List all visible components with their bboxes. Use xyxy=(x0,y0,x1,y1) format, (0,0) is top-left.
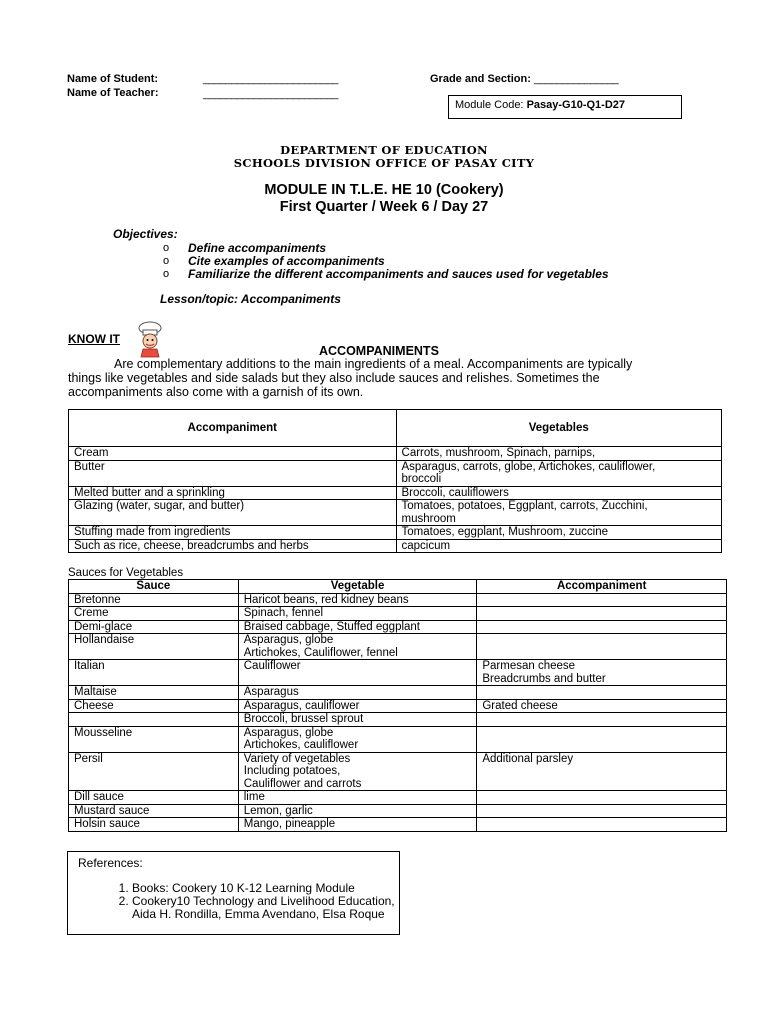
table-cell xyxy=(477,634,727,660)
module-title: MODULE IN T.L.E. HE 10 (Cookery) xyxy=(264,182,504,198)
table-cell: Asparagus xyxy=(238,686,477,700)
definition-line: accompaniments also come with a garnish of its own. xyxy=(68,385,364,399)
table-cell xyxy=(477,593,727,607)
table-cell: Parmesan cheese Breadcrumbs and butter xyxy=(477,660,727,686)
table-cell: Spinach, fennel xyxy=(238,607,477,621)
grade-section-text: Grade and Section: xyxy=(430,73,531,85)
table-row xyxy=(69,713,727,727)
table-cell xyxy=(477,607,727,621)
table-cell: Holsin sauce xyxy=(69,818,239,832)
table-cell: Butter xyxy=(69,460,397,486)
grade-section-blank: _______________ xyxy=(533,73,619,85)
table-cell: Grated cheese xyxy=(477,699,727,713)
table-row xyxy=(69,500,722,526)
student-name-label: Name of Student: xyxy=(67,73,159,85)
table-cell xyxy=(69,713,239,727)
table-cell: Asparagus, globe Artichokes, cauliflower xyxy=(238,726,477,752)
table-cell: Tomatoes, eggplant, Mushroom, zuccine xyxy=(396,526,721,540)
student-name-blank: ________________________ xyxy=(203,73,338,85)
table-cell: Broccoli, cauliflowers xyxy=(396,486,721,500)
table-row xyxy=(69,634,727,660)
table-cell xyxy=(477,726,727,752)
table-cell: Lemon, garlic xyxy=(238,804,477,818)
table-row xyxy=(69,791,727,805)
table-cell: Cauliflower xyxy=(238,660,477,686)
references-box xyxy=(67,851,400,935)
chef-icon xyxy=(134,320,166,358)
objective-bullet: o xyxy=(163,268,170,280)
references-heading: References: xyxy=(78,856,143,870)
module-code-box xyxy=(448,95,682,119)
table-cell: Hollandaise xyxy=(69,634,239,660)
table-row xyxy=(69,699,727,713)
table-cell: Melted butter and a sprinkling xyxy=(69,486,397,500)
objective-item: Cite examples of accompaniments xyxy=(188,254,385,268)
table-cell xyxy=(477,713,727,727)
table-row xyxy=(69,752,727,791)
table-cell: Braised cabbage, Stuffed eggplant xyxy=(238,620,477,634)
objective-item: Familiarize the different accompaniments and sauces used for vegetables xyxy=(188,267,609,281)
teacher-name-blank: ________________________ xyxy=(203,88,338,100)
table-cell: Mousseline xyxy=(69,726,239,752)
accompaniment-table xyxy=(68,409,722,553)
objectives-heading: Objectives: xyxy=(113,227,178,241)
table-header-row xyxy=(69,580,727,594)
table-cell: Mango, pineapple xyxy=(238,818,477,832)
objective-bullet: o xyxy=(163,255,170,267)
table-cell: Bretonne xyxy=(69,593,239,607)
sauces-caption: Sauces for Vegetables xyxy=(68,567,184,579)
table-cell: Dill sauce xyxy=(69,791,239,805)
table-cell: Carrots, mushroom, Spinach, parnips, xyxy=(396,447,721,461)
table-cell xyxy=(477,686,727,700)
table-cell: Variety of vegetables Including potatoes, Cauliflower and carrots xyxy=(238,752,477,791)
table-cell xyxy=(477,791,727,805)
know-it-label: KNOW IT xyxy=(68,332,120,346)
table-cell: lime xyxy=(238,791,477,805)
definition-line: things like vegetables and side salads but they also include sauces and relishes. Sometimes the xyxy=(68,371,600,385)
table-cell: Broccoli, brussel sprout xyxy=(238,713,477,727)
table-cell: Asparagus, globe Artichokes, Cauliflower, fennel xyxy=(238,634,477,660)
table-cell: Glazing (water, sugar, and butter) xyxy=(69,500,397,526)
vegetable-column-header: Vegetable xyxy=(238,580,477,594)
table-cell: Tomatoes, potatoes, Eggplant, carrots, Zucchini, mushroom xyxy=(396,500,721,526)
table-cell xyxy=(477,804,727,818)
table-row xyxy=(69,486,722,500)
table-cell: Such as rice, cheese, breadcrumbs and herbs xyxy=(69,539,397,553)
table-cell: Persil xyxy=(69,752,239,791)
sauce-column-header: Sauce xyxy=(69,580,239,594)
objective-item: Define accompaniments xyxy=(188,241,327,255)
quarter-title: First Quarter / Week 6 / Day 27 xyxy=(279,199,489,215)
table-row xyxy=(69,726,727,752)
table-row xyxy=(69,539,722,553)
table-cell xyxy=(477,818,727,832)
table-cell: Cheese xyxy=(69,699,239,713)
vegetables-column-header: Vegetables xyxy=(396,410,721,447)
division-title: SCHOOLS DIVISION OFFICE OF PASAY CITY xyxy=(233,156,535,170)
table-cell: Maltaise xyxy=(69,686,239,700)
module-code-value: Pasay-G10-Q1-D27 xyxy=(526,99,626,111)
table-cell: Mustard sauce xyxy=(69,804,239,818)
table-cell: Asparagus, cauliflower xyxy=(238,699,477,713)
table-cell: Italian xyxy=(69,660,239,686)
objective-bullet: o xyxy=(163,242,170,254)
table-cell: Demi-glace xyxy=(69,620,239,634)
table-row xyxy=(69,620,727,634)
table-cell: Creme xyxy=(69,607,239,621)
table-row xyxy=(69,447,722,461)
table-row xyxy=(69,593,727,607)
table-row xyxy=(69,660,727,686)
sauce-table xyxy=(68,579,727,832)
table-row xyxy=(69,607,727,621)
table-cell xyxy=(477,620,727,634)
teacher-name-label: Name of Teacher: xyxy=(67,87,159,99)
reference-item: 2. Cookery10 Technology and Livelihood Education, Aida H. Rondilla, Emma Avendano, Elsa Roque xyxy=(132,895,399,921)
table-cell: Haricot beans, red kidney beans xyxy=(238,593,477,607)
reference-item: 1. Books: Cookery 10 K-12 Learning Module xyxy=(132,882,399,895)
table-row xyxy=(69,804,727,818)
table-row xyxy=(69,526,722,540)
table-row xyxy=(69,818,727,832)
table-header-row xyxy=(69,410,722,447)
grade-section-label xyxy=(430,73,618,85)
table-cell: Cream xyxy=(69,447,397,461)
accompaniment-column-header: Accompaniment xyxy=(69,410,397,447)
department-title: DEPARTMENT OF EDUCATION xyxy=(280,143,488,157)
module-code-label: Module Code: xyxy=(455,99,524,111)
table-cell: Stuffing made from ingredients xyxy=(69,526,397,540)
table-cell: Asparagus, carrots, globe, Artichokes, cauliflower, broccoli xyxy=(396,460,721,486)
accompaniments-heading: ACCOMPANIMENTS xyxy=(319,344,439,358)
lesson-topic: Lesson/topic: Accompaniments xyxy=(160,292,341,306)
table-cell: capcicum xyxy=(396,539,721,553)
definition-line: Are complementary additions to the main ingredients of a meal. Accompaniments are typically xyxy=(114,357,633,371)
table-cell: Additional parsley xyxy=(477,752,727,791)
table-row xyxy=(69,460,722,486)
table-row xyxy=(69,686,727,700)
accompaniment-column-header: Accompaniment xyxy=(477,580,727,594)
